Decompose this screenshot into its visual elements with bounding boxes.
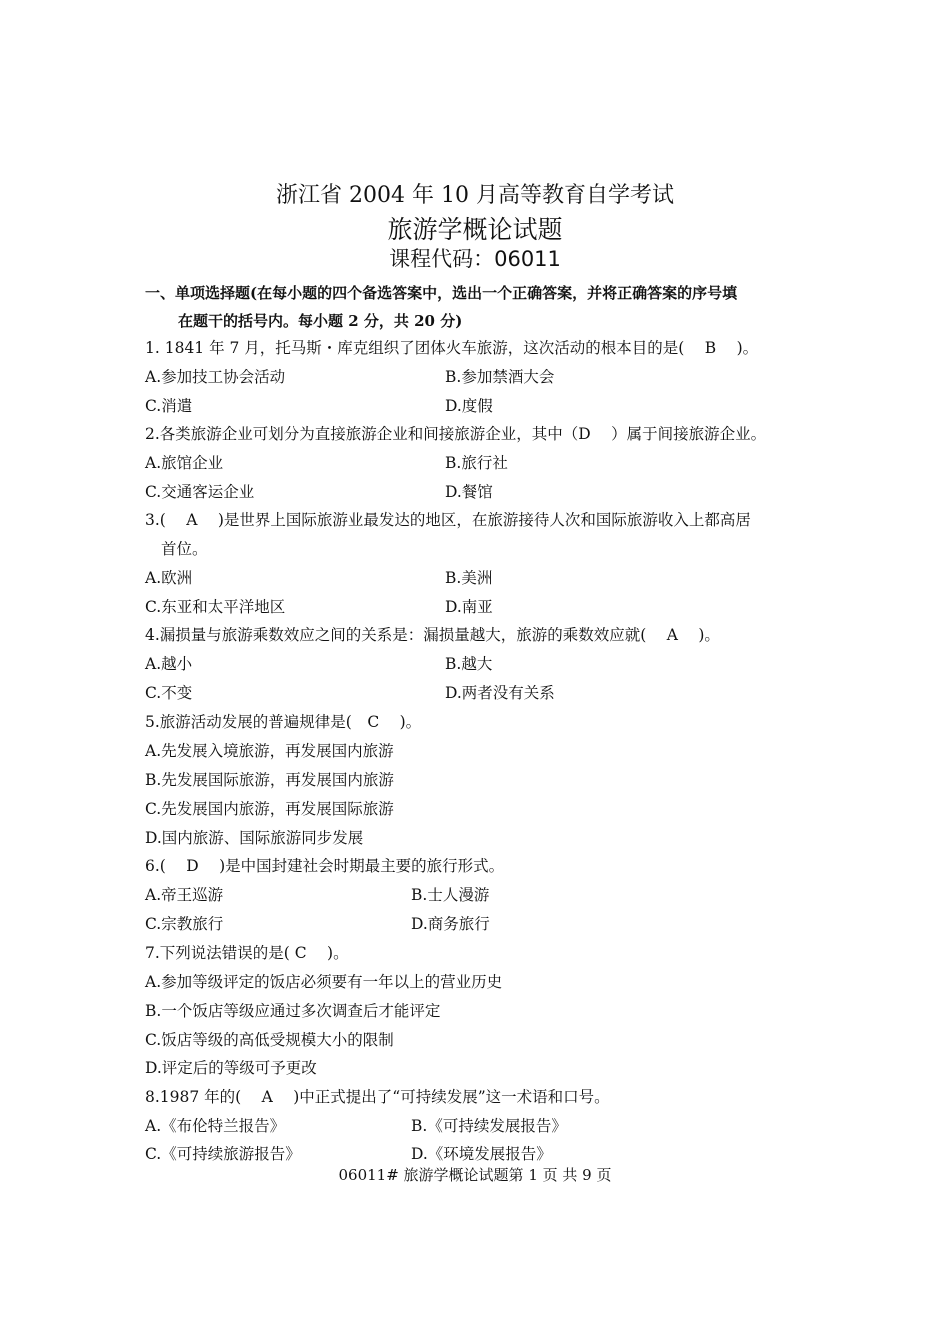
option: C.《可持续旅游报告》 [145,1145,301,1163]
page-footer: 06011# 旅游学概论试题第 1 页 共 9 页 [338,1166,612,1184]
option: D.度假 [445,397,493,415]
option: A.参加技工协会活动 [145,368,286,386]
exam-title: 旅游学概论试题 [387,215,563,244]
option: C.饭店等级的高低受规模大小的限制 [145,1031,394,1049]
section-heading: 一、单项选择题(在每小题的四个备选答案中，选出一个正确答案，并将正确答案的序号填 [145,284,738,302]
option: B.越大 [445,655,493,673]
question-stem-cont: 首位。 [161,540,208,558]
option: C.宗教旅行 [145,915,224,933]
question-stem: 5.旅游活动发展的普遍规律是( C )。 [145,713,422,731]
question-stem: 4.漏损量与旅游乘数效应之间的关系是：漏损量越大，旅游的乘数效应就( A )。 [145,626,720,644]
option: A.旅馆企业 [145,454,224,472]
exam-header: 浙江省 2004 年 10 月高等教育自学考试 [276,183,674,208]
option: D.《环境发展报告》 [411,1145,552,1163]
option: B.先发展国际旅游，再发展国内旅游 [145,771,394,789]
option: C.不变 [145,684,193,702]
question-stem: 7.下列说法错误的是( C )。 [145,944,349,962]
option: D.餐馆 [445,483,493,501]
option: A.帝王巡游 [145,886,224,904]
option: B.一个饭店等级应通过多次调查后才能评定 [145,1002,441,1020]
option: D.评定后的等级可予更改 [145,1059,317,1077]
option: D.国内旅游、国际旅游同步发展 [145,829,364,847]
option: C.消遣 [145,397,193,415]
question-stem: 6.( D )是中国封建社会时期最主要的旅行形式。 [145,857,505,875]
question-stem: 3.( A )是世界上国际旅游业最发达的地区，在旅游接待人次和国际旅游收入上都高居 [145,511,751,529]
option: B.参加禁酒大会 [445,368,555,386]
question-stem: 1. 1841 年 7 月，托马斯・库克组织了团体火车旅游，这次活动的根本目的是( B )。 [145,339,759,357]
option: C.东亚和太平洋地区 [145,598,286,616]
option: C.交通客运企业 [145,483,255,501]
section-heading-cont: 在题干的括号内。每小题 2 分，共 20 分) [178,312,463,330]
option: A.欧洲 [145,569,193,587]
question-stem: 2.各类旅游企业可划分为直接旅游企业和间接旅游企业，其中（D ）属于间接旅游企业。 [145,425,767,443]
option: C.先发展国内旅游，再发展国际旅游 [145,800,394,818]
option: B.士人漫游 [411,886,490,904]
option: D.两者没有关系 [445,684,555,702]
course-code: 课程代码：06011 [389,247,561,271]
option: B.美洲 [445,569,493,587]
option: A.先发展入境旅游，再发展国内旅游 [145,742,394,760]
option: A.参加等级评定的饭店必须要有一年以上的营业历史 [145,973,503,991]
option: D.南亚 [445,598,493,616]
option: A.《布伦特兰报告》 [145,1117,286,1135]
option: B.《可持续发展报告》 [411,1117,567,1135]
option: B.旅行社 [445,454,508,472]
option: A.越小 [145,655,193,673]
question-stem: 8.1987 年的( A )中正式提出了“可持续发展”这一术语和口号。 [145,1088,610,1106]
option: D.商务旅行 [411,915,490,933]
